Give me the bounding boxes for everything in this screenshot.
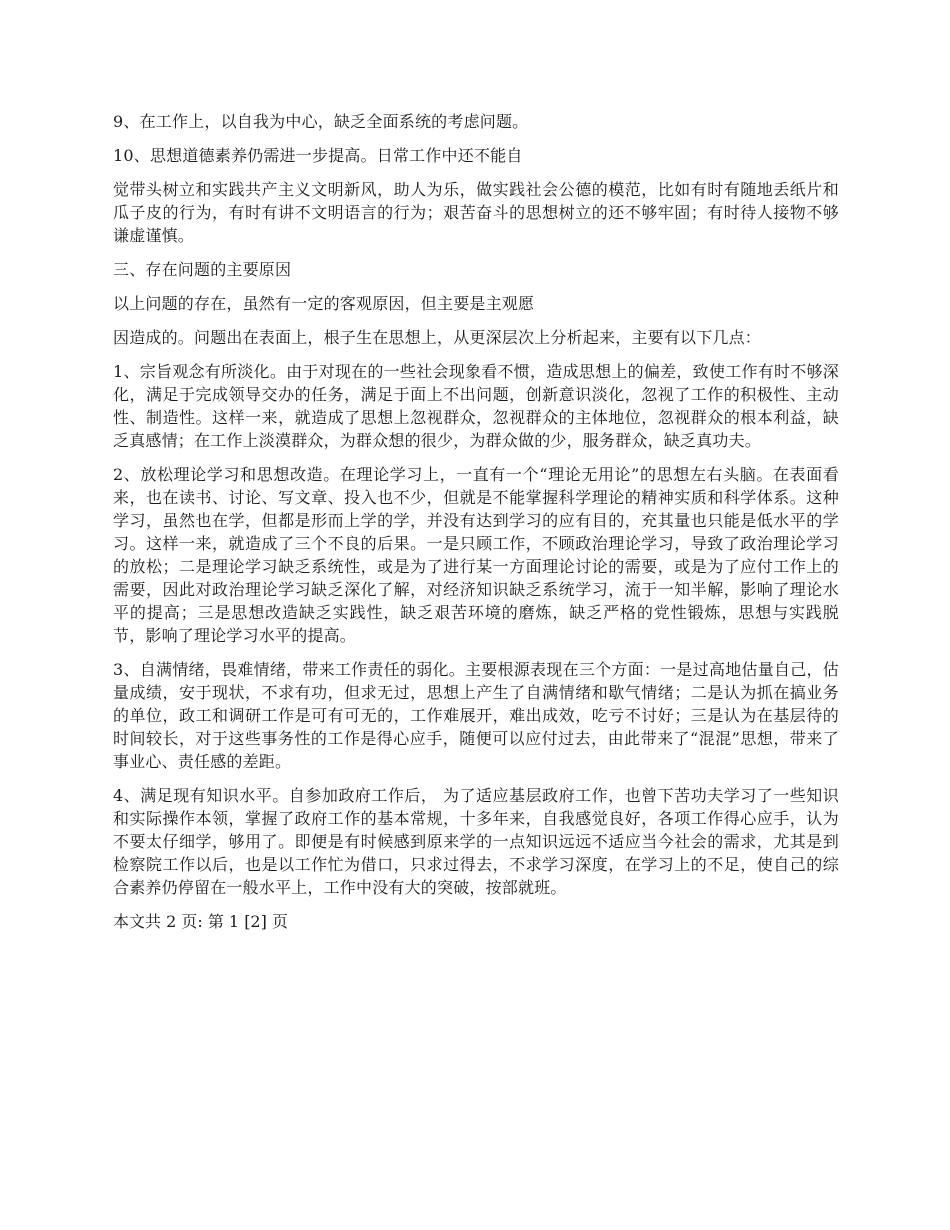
paragraph-cause-1: 1、宗旨观念有所淡化。由于对现在的一些社会现象看不惯，造成思想上的偏差，致使工作有时不够深化，满足于完成领导交办的任务，满足于面上不出问题，创新意识淡化，忽视了工作的积极性、主动性、制造性。这样一来，就造成了思想上忽视群众，忽视群众的主体地位，忽视群众的根本利益，缺乏真感情；在工作上淡漠群众，为群众想的很少，为群众做的少，服务群众，缺乏真功夫。 [113, 362, 839, 450]
paragraph-item-10-continued: 觉带头树立和实践共产主义文明新风，助人为乐，做实践社会公德的模范，比如有时有随地丢纸片和瓜子皮的行为，有时有讲不文明语言的行为；艰苦奋斗的思想树立的还不够牢固；有时待人接物不够谦虚谨慎。 [113, 180, 839, 245]
paragraph-item-10: 10、思想道德素养仍需进一步提高。日常工作中还不能自 [113, 146, 523, 165]
document-body [113, 110, 839, 933]
paragraph-cause-4: 4、满足现有知识水平。自参加政府工作后， 为了适应基层政府工作，也曾下苦功夫学习了一些知识和实际操作本领，掌握了政府工作的基本常规，十多年来，自我感觉良好，各项工作得心应手，认为不要太仔细学，够用了。即便是有时候感到原来学的一点知识远远不适应当今社会的需求，尤其是到检察院工作以后，也是以工作忙为借口，只求过得去，不求学习深度，在学习上的不足，使自己的综合素养仍停留在一般水平上，工作中没有大的突破，按部就班。 [113, 786, 839, 897]
paragraph-causes-intro: 以上问题的存在，虽然有一定的客观原因，但主要是主观愿 [113, 294, 535, 313]
pagination-prefix: 本文共 2 页: 第 1 [113, 912, 245, 931]
section-heading-causes: 三、存在问题的主要原因 [113, 260, 292, 279]
page-2-link[interactable]: [2] [244, 912, 267, 931]
paragraph-item-9: 9、在工作上，以自我为中心，缺乏全面系统的考虑问题。 [113, 112, 529, 131]
pagination [113, 910, 839, 933]
paragraph-causes-intro-continued: 因造成的。问题出在表面上，根子生在思想上，从更深层次上分析起来，主要有以下几点： [113, 328, 762, 347]
pagination-suffix: 页 [266, 912, 288, 931]
paragraph-cause-2: 2、放松理论学习和思想改造。在理论学习上，一直有一个“理论无用论”的思想左右头脑。在表面看来，也在读书、讨论、写文章、投入也不少，但就是不能掌握科学理论的精神实质和科学体系。这种学习，虽然也在学，但都是形而上学的学，并没有达到学习的应有目的，充其量也只能是低水平的学习。这样一来，就造成了三个不良的后果。一是只顾工作，不顾政治理论学习，导致了政治理论学习的放松；二是理论学习缺乏系统性，或是为了进行某一方面理论讨论的需要，或是为了应付工作上的需要，因此对政治理论学习缺乏深化了解，对经济知识缺乏系统学习，流于一知半解，影响了理论水平的提高；三是思想改造缺乏实践性，缺乏艰苦环境的磨炼，缺乏严格的党性锻炼，思想与实践脱节，影响了理论学习水平的提高。 [113, 465, 839, 645]
paragraph-cause-3: 3、自满情绪，畏难情绪，带来工作责任的弱化。主要根源表现在三个方面：一是过高地估量自己，估量成绩，安于现状，不求有功，但求无过，思想上产生了自满情绪和歇气情绪；二是认为抓在搞业务的单位，政工和调研工作是可有可无的，工作难展开，难出成效，吃亏不讨好；三是认为在基层待的时间较长，对于这些事务性的工作是得心应手，随便可以应付过去，由此带来了“混混”思想，带来了事业心、责任感的差距。 [113, 660, 839, 771]
